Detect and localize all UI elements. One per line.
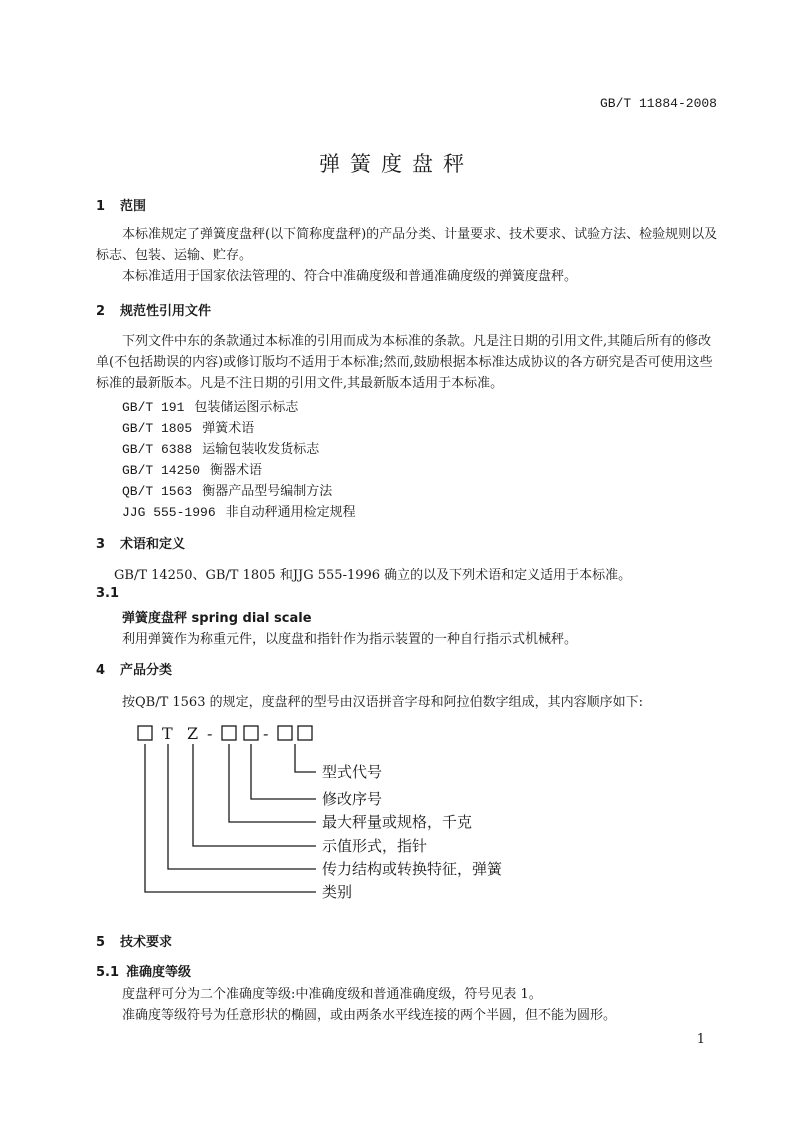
standard-number: GB/T 11884-2008 <box>599 96 717 111</box>
leader-capacity <box>229 744 316 822</box>
section-3-intro: GB/T 14250、GB/T 1805 和JJG 555-1996 确立的以及下列术语和定义适用于本标准。 <box>114 568 632 583</box>
term-definition: 利用弹簧作为称重元件，以度盘和指针作为指示装置的一种自行指示式机械秤。 <box>122 632 578 647</box>
section-title: 技术要求 <box>120 935 173 950</box>
reference-code: GB/T 1805 <box>122 421 193 436</box>
section-number: 5 <box>96 935 106 950</box>
code-box-type-2 <box>298 726 312 740</box>
code-box-category <box>138 726 152 740</box>
reference-title: 运输包装收发货标志 <box>202 442 320 457</box>
leader-category <box>145 744 316 892</box>
section-title: 范围 <box>120 199 147 214</box>
document-title: 弹簧度盘秤 <box>319 152 474 176</box>
reference-item <box>122 417 254 436</box>
label-category: 类别 <box>322 883 353 901</box>
section-number: 3 <box>96 537 106 552</box>
section-title: 产品分类 <box>120 663 173 678</box>
section-number: 2 <box>96 304 106 319</box>
leader-type-code <box>295 744 316 772</box>
reference-title: 非自动秤通用检定规程 <box>225 505 356 520</box>
label-capacity: 最大秤量或规格，千克 <box>322 813 473 831</box>
section-4-intro: 按QB/T 1563 的规定，度盘秤的型号由汉语拼音字母和阿拉伯数字组成，其内容顺序如下: <box>122 695 643 710</box>
label-revision: 修改序号 <box>322 790 383 808</box>
reference-code: GB/T 6388 <box>122 442 193 457</box>
section-4-heading <box>96 659 172 678</box>
subsection-title: 准确度等级 <box>126 965 192 980</box>
code-box-type-1 <box>278 726 292 740</box>
reference-title: 衡器术语 <box>210 463 263 478</box>
reference-title: 弹簧术语 <box>202 421 255 436</box>
code-letter-t: T <box>162 724 173 743</box>
section-number: 1 <box>96 199 106 214</box>
section-3-heading <box>96 533 185 552</box>
leader-structure <box>168 744 316 869</box>
reference-code: GB/T 14250 <box>122 463 201 478</box>
subsection-number: 5.1 <box>96 965 120 980</box>
term-entry: 弹簧度盘秤 spring dial scale <box>122 611 312 626</box>
section-5-heading <box>96 931 172 950</box>
leader-indication <box>193 744 316 846</box>
section-title: 术语和定义 <box>120 537 186 552</box>
section-1-heading <box>96 195 146 214</box>
code-dash-2: - <box>263 724 269 743</box>
reference-item <box>122 480 332 499</box>
label-structure: 传力结构或转换特征，弹簧 <box>322 860 503 878</box>
section-5-para-1: 度盘秤可分为二个准确度等级:中准确度级和普通准确度级，符号见表 1。 <box>122 987 542 1002</box>
reference-code: GB/T 191 <box>122 400 185 415</box>
reference-item <box>122 501 356 520</box>
code-dash-1: - <box>207 724 213 743</box>
page-number: 1 <box>696 1032 705 1047</box>
reference-title: 包装储运图示标志 <box>194 400 299 415</box>
code-box-capacity-1 <box>222 726 236 740</box>
section-number: 4 <box>96 663 106 678</box>
reference-code: QB/T 1563 <box>122 484 193 499</box>
section-5-para-2: 准确度等级符号为任意形状的椭圆，或由两条水平线连接的两个半圆，但不能为圆形。 <box>122 1008 617 1023</box>
section-title: 规范性引用文件 <box>120 304 212 319</box>
reference-title: 衡器产品型号编制方法 <box>202 484 333 499</box>
subsection-3-1-number: 3.1 <box>96 586 120 601</box>
model-code-diagram <box>130 720 550 905</box>
subsection-5-1-heading <box>96 961 191 980</box>
section-1-para-1: 本标准规定了弹簧度盘秤(以下简称度盘秤)的产品分类、计量要求、技术要求、试验方法、检验规则以及标志、包装、运输、贮存。 <box>96 227 718 263</box>
reference-code: JJG 555-1996 <box>122 505 216 520</box>
reference-item <box>122 459 262 478</box>
label-type-code: 型式代号 <box>322 763 383 781</box>
section-2-heading <box>96 300 211 319</box>
section-2-para-1: 下列文件中东的条款通过本标准的引用而成为本标准的条款。凡是注日期的引用文件,其随后所有的修改单(不包括勘误的内容)或修订版均不适用于本标准;然而,鼓励根据本标准达成协议的各方研究是否可使用这些标准的最新版本。凡是不注日期的引用文件,其最新版本适用于本标准。 <box>96 334 713 391</box>
label-indication: 示值形式，指针 <box>322 837 428 855</box>
code-box-capacity-2 <box>244 726 258 740</box>
code-letter-z: Z <box>187 724 199 743</box>
reference-item <box>122 396 298 415</box>
section-1-para-2: 本标准适用于国家依法管理的、符合中准确度级和普通准确度级的弹簧度盘秤。 <box>122 269 578 284</box>
reference-item <box>122 438 319 457</box>
